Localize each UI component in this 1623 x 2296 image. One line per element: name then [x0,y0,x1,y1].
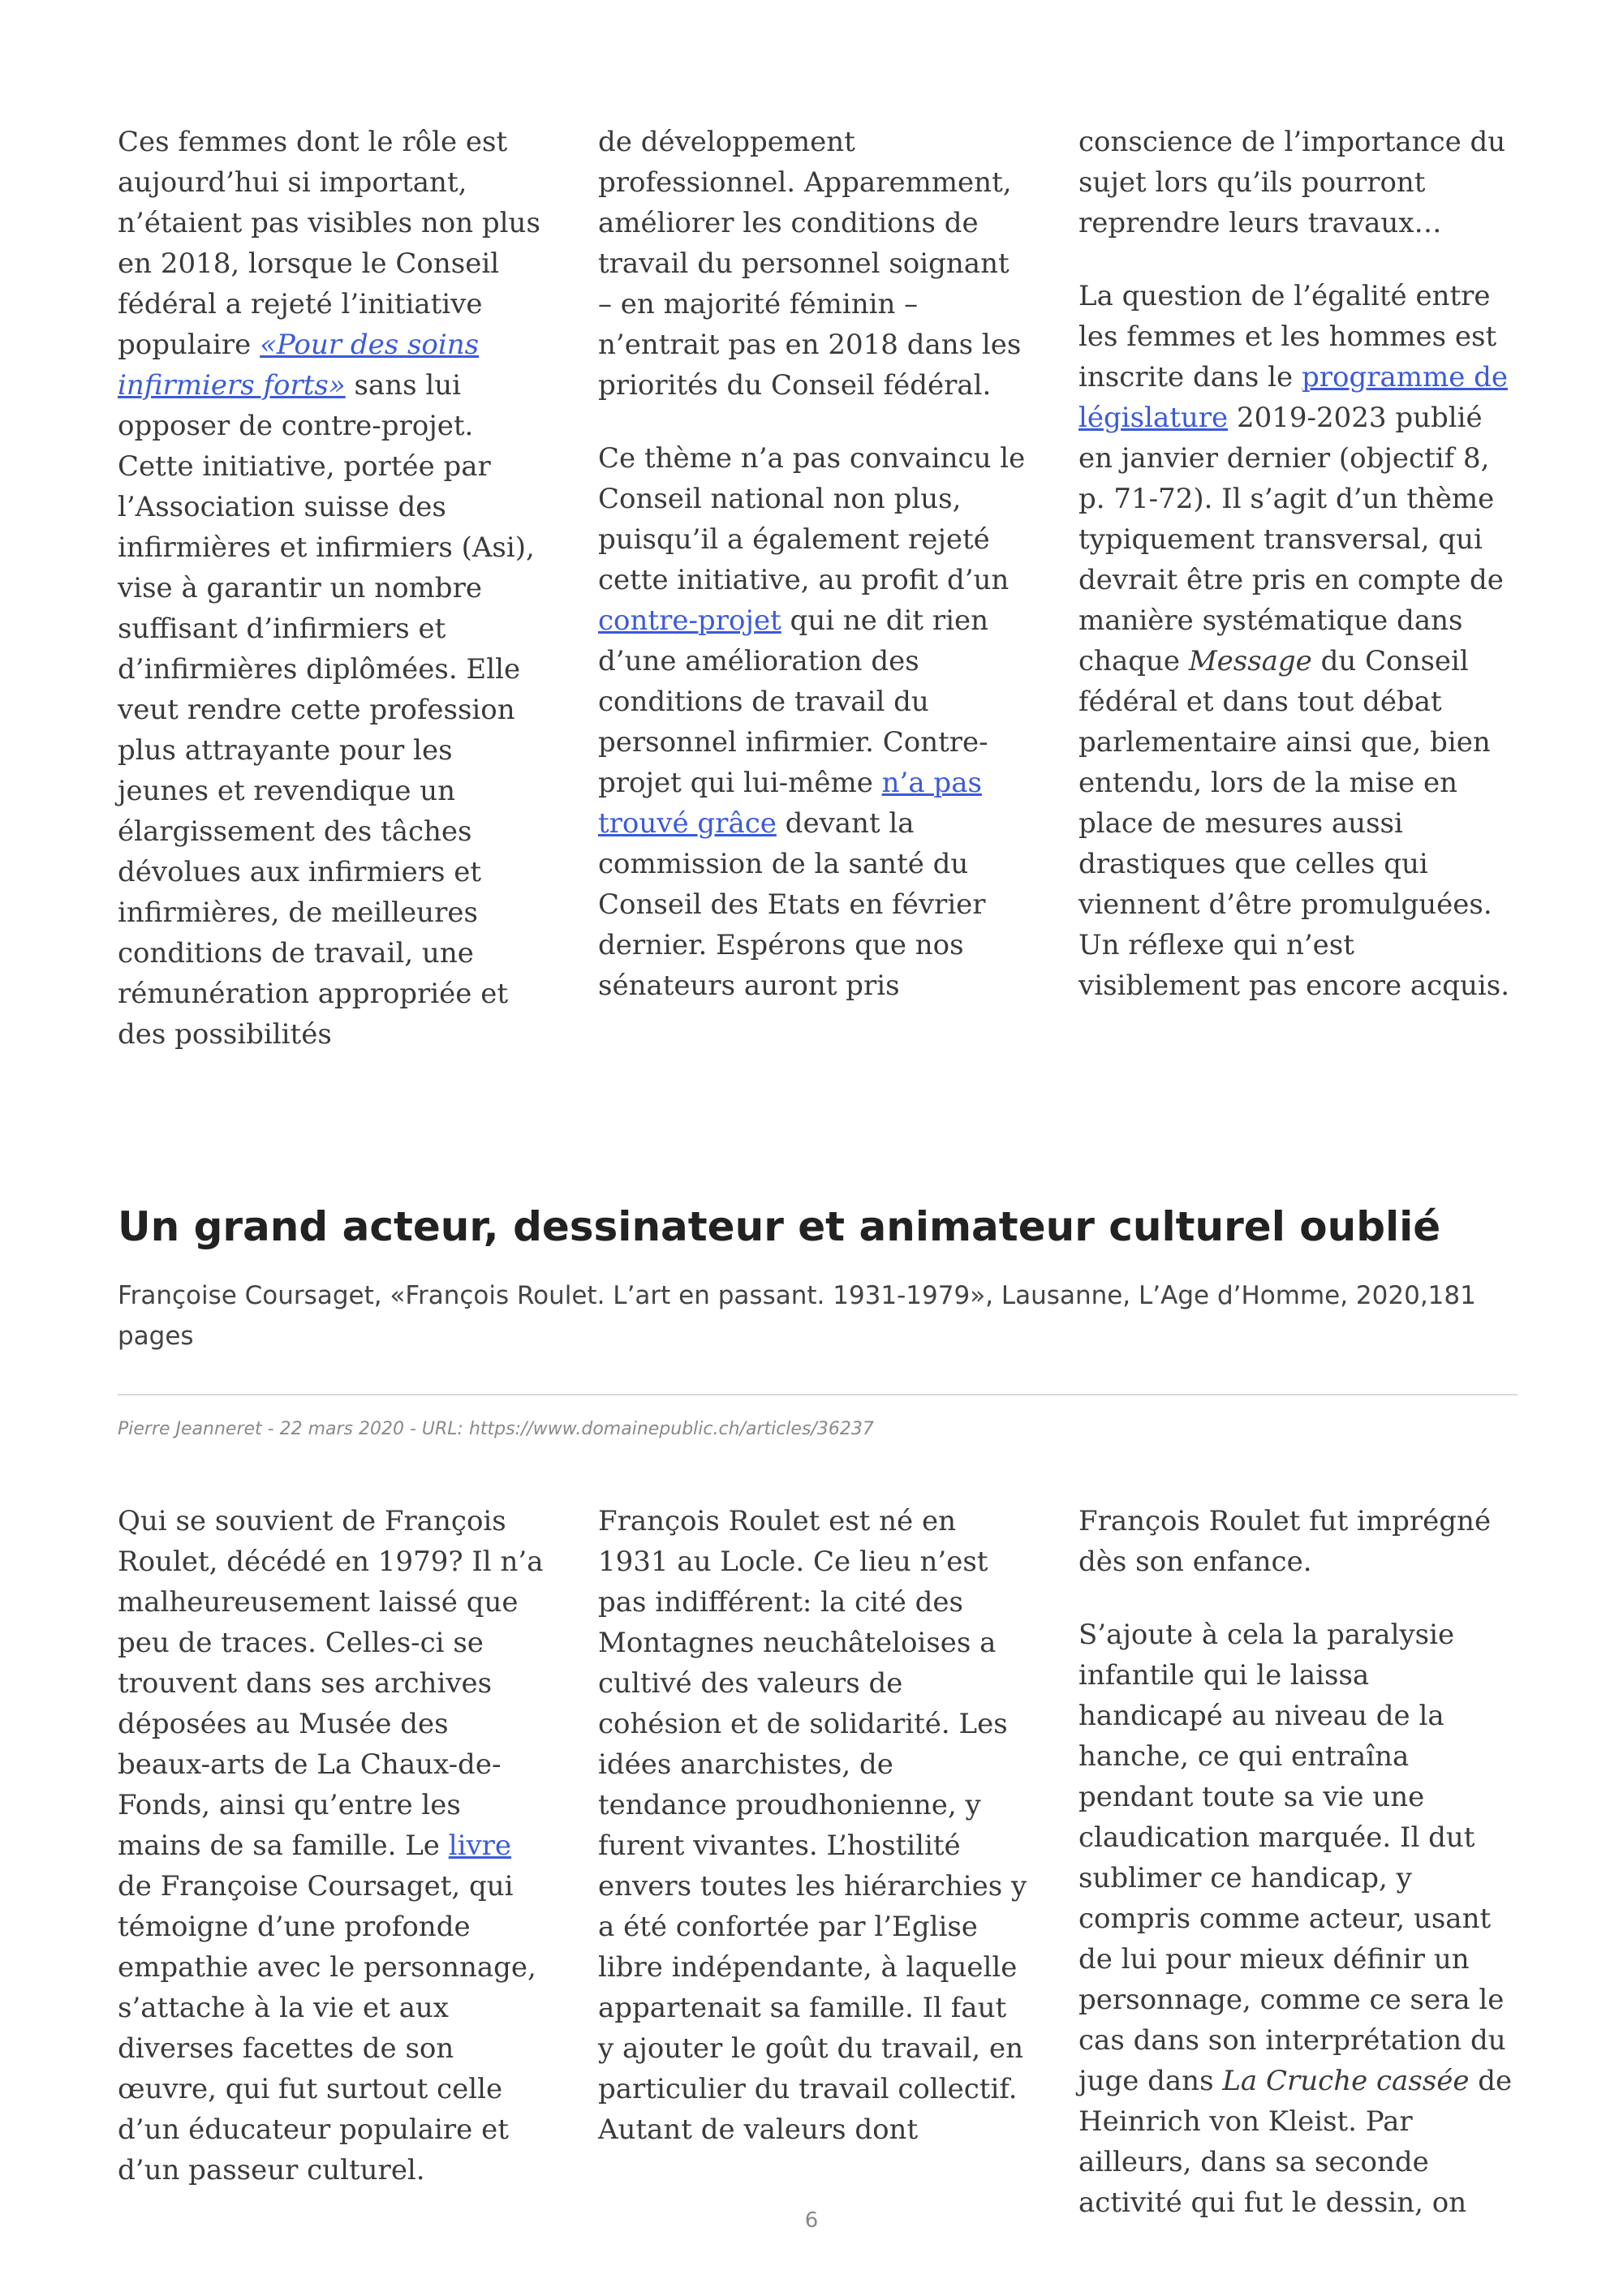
column-3 [1078,122,1517,1055]
paragraph: Ces femmes dont le rôle est aujourd’hui si important, n’étaient pas visibles non plus en 2018, lorsque le Conseil fédéral a rejeté l’initiative populaire «Pour des soins infirmiers forts» sans lui opposer de contre-projet. Cette initiative, portée par l’Association suisse des infirmières et infirmiers (Asi), vise à garantir un nombre suffisant d’infirmiers et d’infirmières diplômées. Elle veut rendre cette profession plus attrayante pour les jeunes et revendique un élargissement des tâches dévolues aux infirmiers et infirmières, de meilleures conditions de travail, une rémunération appropriée et des possibilités [118,126,540,1051]
paragraph: Qui se souvient de François Roulet, décédé en 1979? Il n’a malheureusement laissé que peu de traces. Celles-ci se trouvent dans ses archives déposées au Musée des beaux-arts de La Chaux-de-Fonds, ainsi qu’entre les mains de sa famille. Le livre de Françoise Coursaget, qui témoigne d’une profonde empathie avec le personnage, s’attache à la vie et aux diverses facettes de son œuvre, qui fut surtout celle d’un éducateur populaire et d’un passeur culturel. [118,1505,544,2186]
column-1 [118,122,548,1055]
paragraph: François Roulet est né en 1931 au Locle. Ce lieu n’est pas indifférent: la cité des Montagnes neuchâteloises a cultivé des valeurs de cohésion et de solidarité. Les idées anarchistes, de tendance proudhonienne, y furent vivantes. L’hostilité envers toutes les hiérarchies y a été confortée par l’Eglise libre indépendante, à laquelle appartenait sa famille. Il faut y ajouter le goût du travail, en particulier du travail collectif. Autant de valeurs dont [598,1505,1027,2146]
contre-projet-link[interactable]: contre-projet [598,604,781,637]
article-title: Un grand acteur, dessinateur et animateur culturel oublié [118,1203,1441,1250]
trouve-grace-link[interactable]: n’a pas trouvé grâce [598,767,982,840]
programme-legislature-link[interactable]: programme de législature [1078,361,1509,434]
paragraph: François Roulet fut imprégné dès son enfance. [1078,1505,1492,1578]
paragraph: La question de l’égalité entre les femmes et les hommes est inscrite dans le programme de législature 2019-2023 publié en janvier dernier (objectif 8, p. 71-72). Il s’agit d’un thème typiquement transversal, qui devrait être pris en compte de manière systématique dans chaque Message du Conseil fédéral et dans tout débat parlementaire ainsi que, bien entendu, lors de la mise en place de mesures aussi drastiques que celles qui viennent d’être promulguées. Un réflexe qui n’est visiblement pas encore acquis. [1078,280,1510,1002]
paragraph: S’ajoute à cela la paralysie infantile qui le laissa handicapé au niveau de la hanche, ce qui entraîna pendant toute sa vie une claudication marquée. Il dut sublimer ce handicap, y compris comme acteur, usant de lui pour mieux définir un personnage, comme ce sera le cas dans son interprétation du juge dans La Cruche cassée de Heinrich von Kleist. Par ailleurs, dans sa seconde activité qui fut le dessin, on [1078,1619,1513,2219]
column-2 [598,1501,1028,2223]
column-1 [118,1501,548,2223]
article-subtitle: Françoise Coursaget, «François Roulet. L’art en passant. 1931-1979», Lausanne, L’Age d’Homme, 2020,181 pages [118,1281,1476,1351]
page-number: 6 [804,2208,819,2233]
paragraph: Ce thème n’a pas convaincu le Conseil national non plus, puisqu’il a également rejeté cette initiative, au profit d’un contre-projet qui ne dit rien d’une amélioration des conditions de travail du personnel infirmier. Contre-projet qui lui-même n’a pas trouvé grâce devant la commission de la santé du Conseil des Etats en février dernier. Espérons que nos sénateurs auront pris [598,442,1026,1002]
paragraph: conscience de l’importance du sujet lors qu’ils pourront reprendre leurs travaux… [1078,126,1506,239]
previous-article-body [118,122,1518,1055]
column-3 [1078,1501,1517,2223]
column-2 [598,122,1028,1055]
paragraph: de développement professionnel. Apparemment, améliorer les conditions de travail du personnel soignant – en majorité féminin – n’entrait pas en 2018 dans les priorités du Conseil fédéral. [598,126,1022,402]
article-body [118,1501,1518,2223]
initiative-link[interactable]: «Pour des soins infirmiers forts» [118,329,480,402]
livre-link[interactable]: livre [448,1829,512,1862]
article-meta: Pierre Jeanneret - 22 mars 2020 - URL: https://www.domainepublic.ch/articles/36237 [118,1419,874,1439]
divider [118,1394,1518,1395]
